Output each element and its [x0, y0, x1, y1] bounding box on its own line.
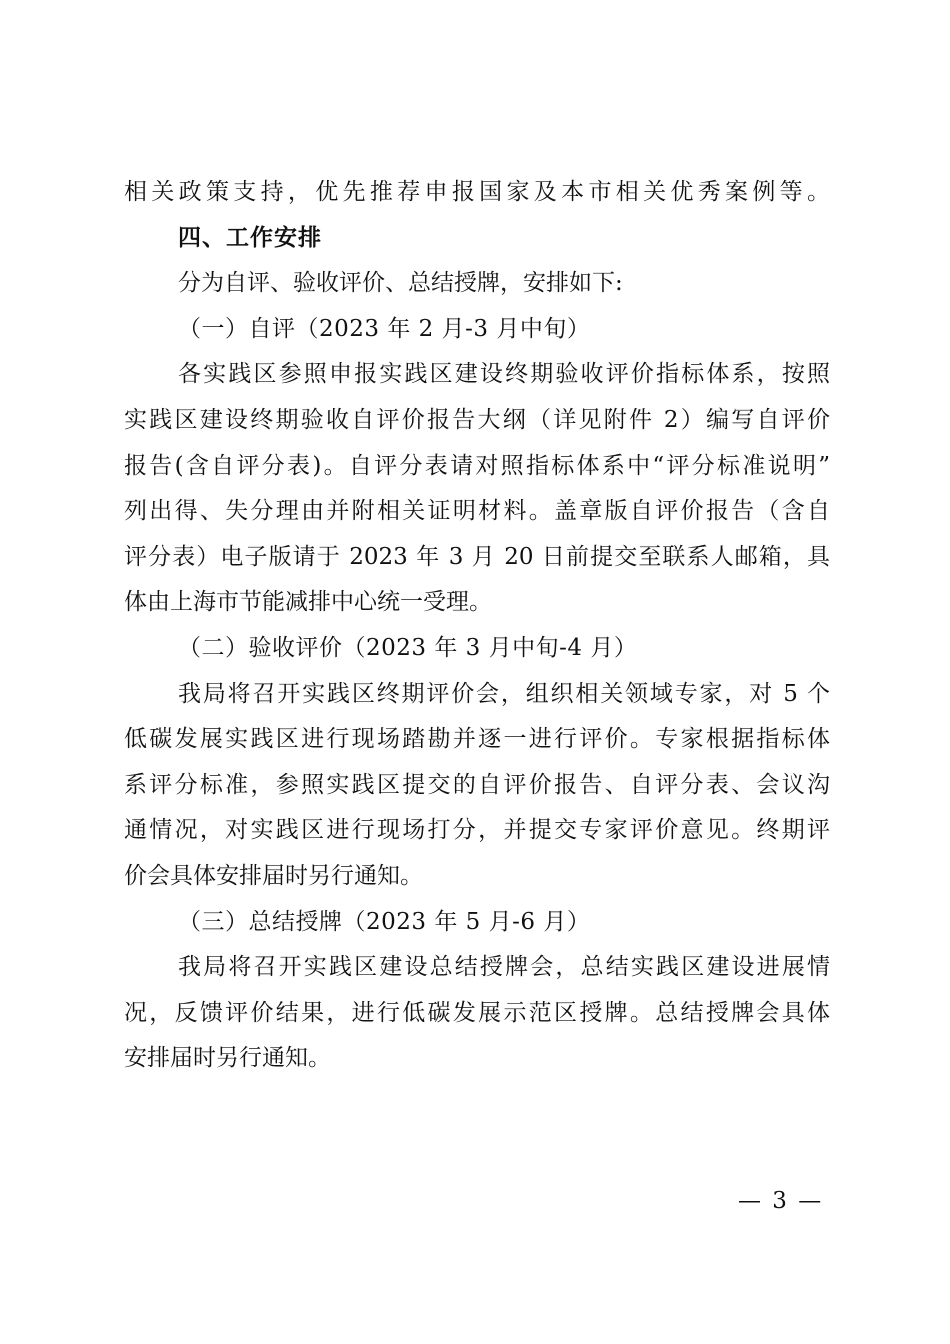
paragraph-line: 价会具体安排届时另行通知。: [124, 862, 423, 889]
sub-heading: （一）自评（2023 年 2 月-3 月中旬）: [178, 315, 591, 342]
paragraph-line: 评分表）电子版请于 2023 年 3 月 20 日前提交至联系人邮箱，具: [124, 543, 830, 570]
paragraph-line: 分为自评、验收评价、总结授牌，安排如下:: [178, 270, 623, 297]
paragraph-line: 安排届时另行通知。: [124, 1045, 331, 1072]
paragraph-line: 各实践区参照申报实践区建设终期验收评价指标体系，按照: [178, 361, 830, 388]
page-number: — 3 —: [738, 1188, 824, 1214]
paragraph-line: 相关政策支持，优先推荐申报国家及本市相关优秀案例等。: [124, 179, 830, 205]
paragraph-line: 列出得、失分理由并附相关证明材料。盖章版自评价报告（含自: [124, 498, 830, 525]
sub-heading: （三）总结授牌（2023 年 5 月-6 月）: [178, 908, 591, 935]
paragraph-line: 实践区建设终期验收自评价报告大纲（详见附件 2）编写自评价: [124, 406, 830, 433]
paragraph-line: 我局将召开实践区建设总结授牌会，总结实践区建设进展情: [178, 954, 830, 981]
sub-heading: （二）验收评价（2023 年 3 月中旬-4 月）: [178, 634, 638, 661]
section-heading: 四、工作安排: [178, 224, 322, 251]
paragraph-line: 系评分标准，参照实践区提交的自评价报告、自评分表、会议沟: [124, 771, 830, 798]
paragraph-line: 体由上海市节能减排中心统一受理。: [124, 589, 492, 616]
document-body: [124, 170, 830, 1082]
paragraph-line: 通情况，对实践区进行现场打分，并提交专家评价意见。终期评: [124, 817, 830, 844]
paragraph-line: 低碳发展实践区进行现场踏勘并逐一进行评价。专家根据指标体: [124, 726, 830, 753]
paragraph-line: 报告(含自评分表)。自评分表请对照指标体系中“评分标准说明”: [124, 452, 830, 479]
paragraph-line: 我局将召开实践区终期评价会，组织相关领域专家，对 5 个: [178, 680, 830, 707]
paragraph-line: 况，反馈评价结果，进行低碳发展示范区授牌。总结授牌会具体: [124, 999, 830, 1026]
